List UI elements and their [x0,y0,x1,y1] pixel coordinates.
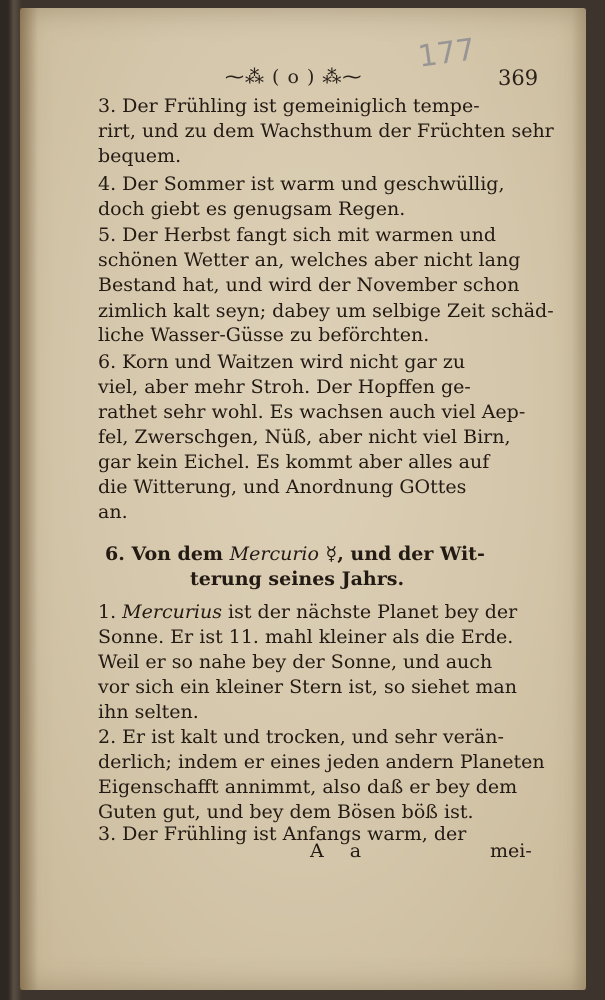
section-heading-continuation: terung seines Jahrs. [190,568,405,590]
text-line: rirt, und zu dem Wachsthum der Früchten sehr [98,120,554,142]
catchword: mei- [490,840,532,862]
text-line: Bestand hat, und wird der November schon [98,274,520,296]
text-line: fel, Zwerschgen, Nüß, aber nicht viel Birn, [98,426,511,448]
text-line: die Witterung, und Anordnung GOttes [98,476,467,498]
text-line: liche Wasser-Güsse zu beförchten. [98,324,430,346]
text-line: 2. Er ist kalt und trocken, und sehr verän- [98,726,504,748]
text-line: Eigenschafft annimmt, also daß er bey dem [98,776,518,798]
section-heading-latin: Mercurio [229,543,319,565]
text-line: gar kein Eichel. Es kommt aber alles auf [98,451,490,473]
text-line: 3. Der Frühling ist Anfangs warm, der [98,823,467,845]
text-line: ihn selten. [98,701,199,723]
text-line: an. [98,501,128,523]
text-line: Weil er so nahe bey der Sonne, und auch [98,651,493,673]
printer-signature: A a [310,840,372,862]
text-line [98,598,558,626]
text-line: schönen Wetter an, welches aber nicht lang [98,249,521,271]
header-ornament: ⁓⁂ ( o ) ⁂⁓ [225,66,363,88]
para-number: 1. [98,601,123,623]
latin-term: Mercurius [122,601,222,623]
text-line: 4. Der Sommer ist warm und geschwüllig, [98,173,505,195]
text-line: Guten gut, und bey dem Bösen böß ist. [98,801,474,823]
text-line: rathet sehr wohl. Es wachsen auch viel Aep- [98,401,526,423]
text-line: viel, aber mehr Stroh. Der Hopffen ge- [98,376,471,398]
text-line: 6. Korn und Waitzen wird nicht gar zu [98,351,466,373]
book-page [20,8,586,990]
section-heading [105,540,565,568]
binding-shadow [20,8,38,990]
text-line: 3. Der Frühling ist gemeiniglich tempe- [98,95,480,117]
para-text: ist der nächste Planet bey der [221,601,518,623]
text-line: doch giebt es genugsam Regen. [98,198,406,220]
section-heading-part: 6. Von dem [105,543,230,565]
pencil-annotation: 177 [415,32,478,75]
edge-shadow [572,8,586,990]
text-line: 5. Der Herbst fangt sich mit warmen und [98,224,497,246]
text-line: bequem. [98,145,182,167]
text-line: Sonne. Er ist 11. mahl kleiner als die Erde. [98,626,514,648]
text-line: derlich; indem er eines jeden andern Planeten [98,751,545,773]
text-line: zimlich kalt seyn; dabey um selbige Zeit schäd- [98,300,554,322]
text-line: vor sich ein kleiner Stern ist, so siehet man [98,676,517,698]
section-heading-part: ☿, und der Wit- [318,543,485,565]
page-number: 369 [498,66,539,90]
